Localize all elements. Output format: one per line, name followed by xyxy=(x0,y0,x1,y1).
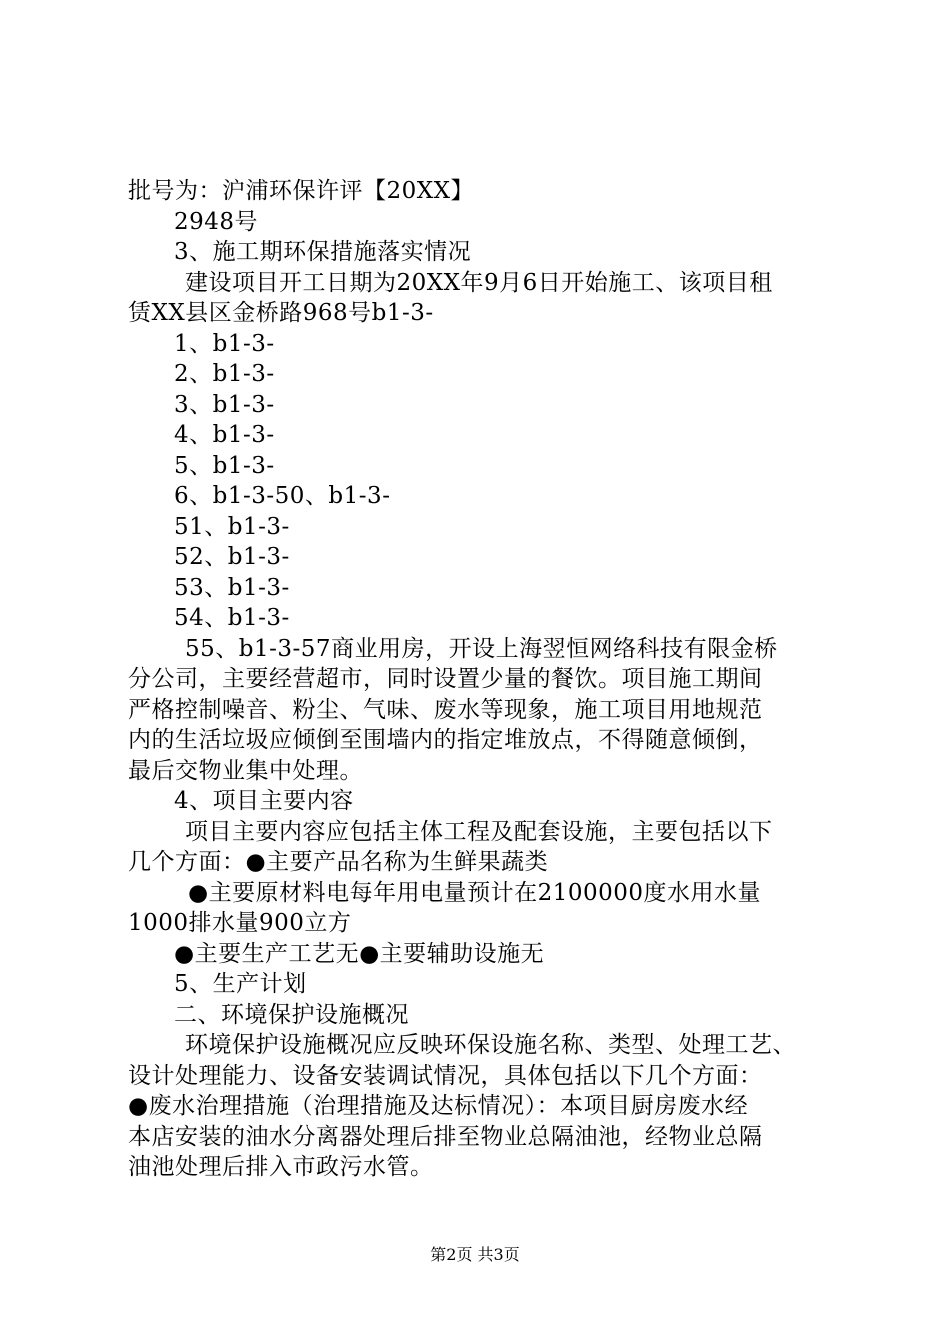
text-line: 本店安装的油水分离器处理后排至物业总隔油池，经物业总隔 xyxy=(128,1123,763,1150)
text-line: 最后交物业集中处理。 xyxy=(128,757,363,784)
text-line: 赁XX县区金桥路968号b1-3- xyxy=(128,300,434,326)
text-line: 55、b1-3-57商业用房，开设上海翌恒网络科技有限金桥 xyxy=(185,635,778,662)
text-line: 设计处理能力、设备安装调试情况，具体包括以下几个方面： xyxy=(128,1062,763,1089)
text-line: 1、b1-3- xyxy=(174,330,275,357)
document-body xyxy=(128,176,844,1183)
text-line: ●主要生产工艺无●主要辅助设施无 xyxy=(174,940,545,967)
text-line: 6、b1-3-50、b1-3- xyxy=(174,483,391,509)
text-line: 几个方面：●主要产品名称为生鲜果蔬类 xyxy=(128,849,549,875)
text-line: 4、b1-3- xyxy=(174,422,275,448)
text-line: 批号为：沪浦环保许评【20XX】 xyxy=(128,178,475,204)
text-line: 51、b1-3- xyxy=(174,513,290,540)
text-line: 2、b1-3- xyxy=(174,361,275,387)
text-line: 项目主要内容应包括主体工程及配套设施，主要包括以下 xyxy=(185,818,773,845)
text-line: 54、b1-3- xyxy=(174,605,290,631)
text-line: 内的生活垃圾应倾倒至围墙内的指定堆放点，不得随意倾倒， xyxy=(128,727,763,753)
text-line: 环境保护设施概况应反映环保设施名称、类型、处理工艺、 xyxy=(185,1032,796,1058)
text-line: 油池处理后排入市政污水管。 xyxy=(128,1154,434,1180)
text-line: 建设项目开工日期为20XX年9月6日开始施工、该项目租 xyxy=(185,269,773,296)
text-line: 2948号 xyxy=(174,208,259,235)
page-number-footer: 第2页 共3页 xyxy=(430,1245,520,1264)
text-line: 5、生产计划 xyxy=(174,971,307,997)
text-line: 二、环境保护设施概况 xyxy=(174,1001,409,1028)
text-line: 1000排水量900立方 xyxy=(128,910,352,936)
text-line: 4、项目主要内容 xyxy=(174,788,354,814)
text-line: 分公司，主要经营超市，同时设置少量的餐饮。项目施工期间 xyxy=(128,666,763,692)
text-line: ●主要原材料电每年用电量预计在2100000度水用水量 xyxy=(188,879,762,906)
text-line: 53、b1-3- xyxy=(174,574,290,601)
text-line: 5、b1-3- xyxy=(174,452,275,479)
text-line: 3、b1-3- xyxy=(174,391,275,418)
text-line: ●废水治理措施（治理措施及达标情况）：本项目厨房废水经 xyxy=(128,1093,749,1119)
text-line: 3、施工期环保措施落实情况 xyxy=(174,239,472,265)
text-line: 52、b1-3- xyxy=(174,544,290,570)
text-line: 严格控制噪音、粉尘、气味、废水等现象，施工项目用地规范 xyxy=(128,696,763,723)
